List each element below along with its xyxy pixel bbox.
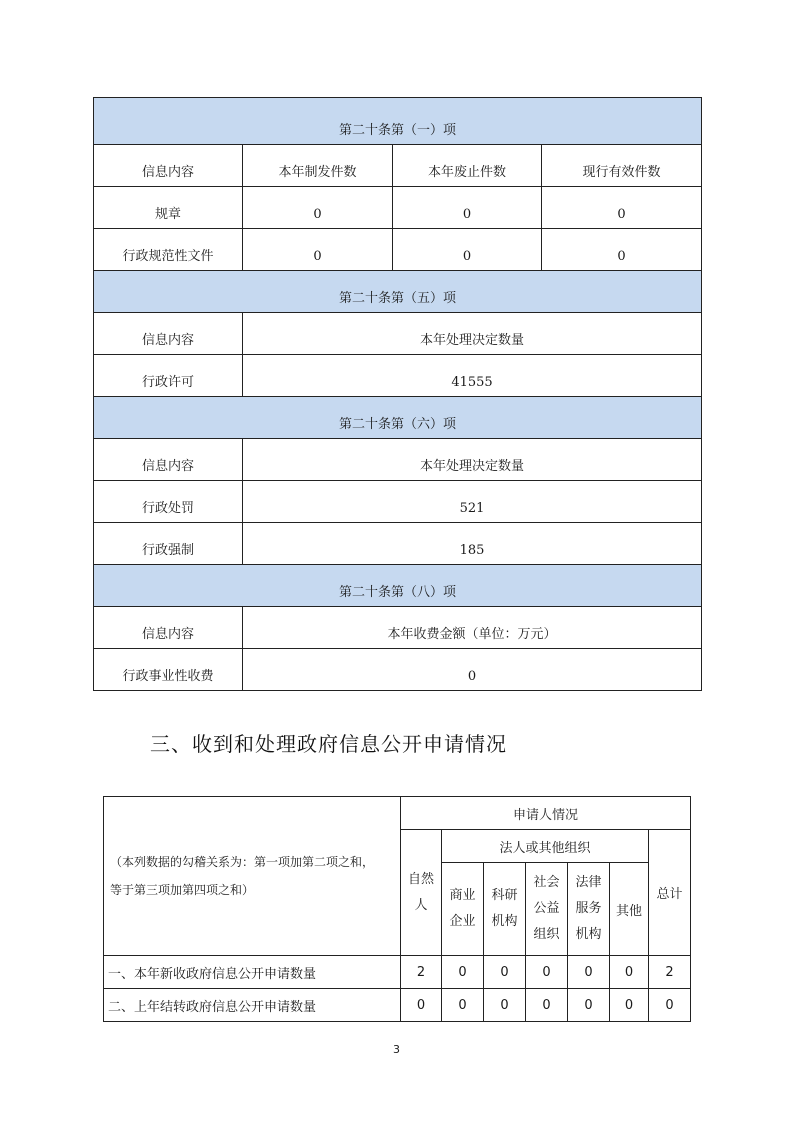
section-title: 第二十条第（一）项 [94,98,702,145]
public-welfare-header [526,863,568,956]
value-cell: 0 [243,649,702,691]
value-cell: 2 [401,956,442,989]
section-title: 第二十条第（六）项 [94,397,702,439]
table-row [94,187,702,229]
row-label: 行政事业性收费 [94,649,243,691]
value-cell: 0 [542,187,702,229]
value-cell: 0 [243,187,393,229]
header-line: 服务 [575,901,602,916]
section-title: 第二十条第（五）项 [94,271,702,313]
note-line: 等于第三项加第四项之和） [110,883,255,897]
section-heading: 三、收到和处理政府信息公开申请情况 [150,732,507,756]
column-header-row [94,607,702,649]
page-number: 3 [393,1043,400,1056]
column-header-row [94,145,702,187]
value-cell: 0 [568,956,610,989]
section-title: 第二十条第（八）项 [94,565,702,607]
value-cell: 0 [649,989,691,1022]
table-row [94,649,702,691]
commercial-header [442,863,484,956]
value-cell: 0 [243,229,393,271]
column-header-row [94,313,702,355]
header-cell: 信息内容 [94,607,243,649]
header-line: 自然 [407,871,434,887]
value-cell: 0 [542,229,702,271]
table-row [94,229,702,271]
value-cell: 0 [568,989,610,1022]
header-line: 科研 [491,888,518,903]
application-stats-table [103,796,691,1022]
row-label: 行政规范性文件 [94,229,243,271]
other-header: 其他 [610,863,649,956]
header-line: 人 [414,897,428,913]
header-cell: 本年处理决定数量 [243,313,702,355]
value-cell: 0 [610,956,649,989]
value-cell: 0 [393,229,542,271]
legal-entity-header: 法人或其他组织 [442,830,649,863]
header-line: 商业 [449,888,476,903]
header-line: 组织 [533,927,560,942]
value-cell: 41555 [243,355,702,397]
value-cell: 0 [484,989,526,1022]
regulation-stats-table [93,97,702,691]
header-cell: 本年废止件数 [393,145,542,187]
row-label: 行政强制 [94,523,243,565]
section-header-row [94,565,702,607]
header-line: 机构 [575,927,602,942]
header-cell: 信息内容 [94,145,243,187]
value-cell: 0 [393,187,542,229]
table-row [94,481,702,523]
header-cell: 本年收费金额（单位：万元） [243,607,702,649]
header-cell: 信息内容 [94,439,243,481]
row-label: 二、上年结转政府信息公开申请数量 [104,989,401,1022]
section-header-row [94,271,702,313]
header-cell: 本年制发件数 [243,145,393,187]
applicant-header: 申请人情况 [401,797,691,830]
note-cell [104,797,401,956]
row-label: 规章 [94,187,243,229]
header-line: 公益 [533,901,560,916]
value-cell: 2 [649,956,691,989]
header-line: 社会 [533,875,560,890]
row-label: 行政许可 [94,355,243,397]
value-cell: 0 [526,956,568,989]
value-cell: 521 [243,481,702,523]
value-cell: 0 [401,989,442,1022]
table-row [94,355,702,397]
header-cell: 本年处理决定数量 [243,439,702,481]
header-row [104,797,691,830]
legal-service-header [568,863,610,956]
table-row [94,523,702,565]
value-cell: 0 [442,989,484,1022]
value-cell: 0 [610,989,649,1022]
column-header-row [94,439,702,481]
header-cell: 信息内容 [94,313,243,355]
row-label: 行政处罚 [94,481,243,523]
note-line: （本列数据的勾稽关系为：第一项加第二项之和， [110,855,375,869]
natural-person-header [401,830,442,956]
row-label: 一、本年新收政府信息公开申请数量 [104,956,401,989]
table-row [104,989,691,1022]
value-cell: 0 [442,956,484,989]
total-header: 总计 [649,830,691,956]
value-cell: 0 [484,956,526,989]
section-header-row [94,98,702,145]
header-line: 企业 [449,914,476,929]
header-line: 法律 [575,875,602,890]
value-cell: 0 [526,989,568,1022]
header-line: 机构 [491,914,518,929]
section-header-row [94,397,702,439]
header-cell: 现行有效件数 [542,145,702,187]
research-header [484,863,526,956]
value-cell: 185 [243,523,702,565]
table-row [104,956,691,989]
